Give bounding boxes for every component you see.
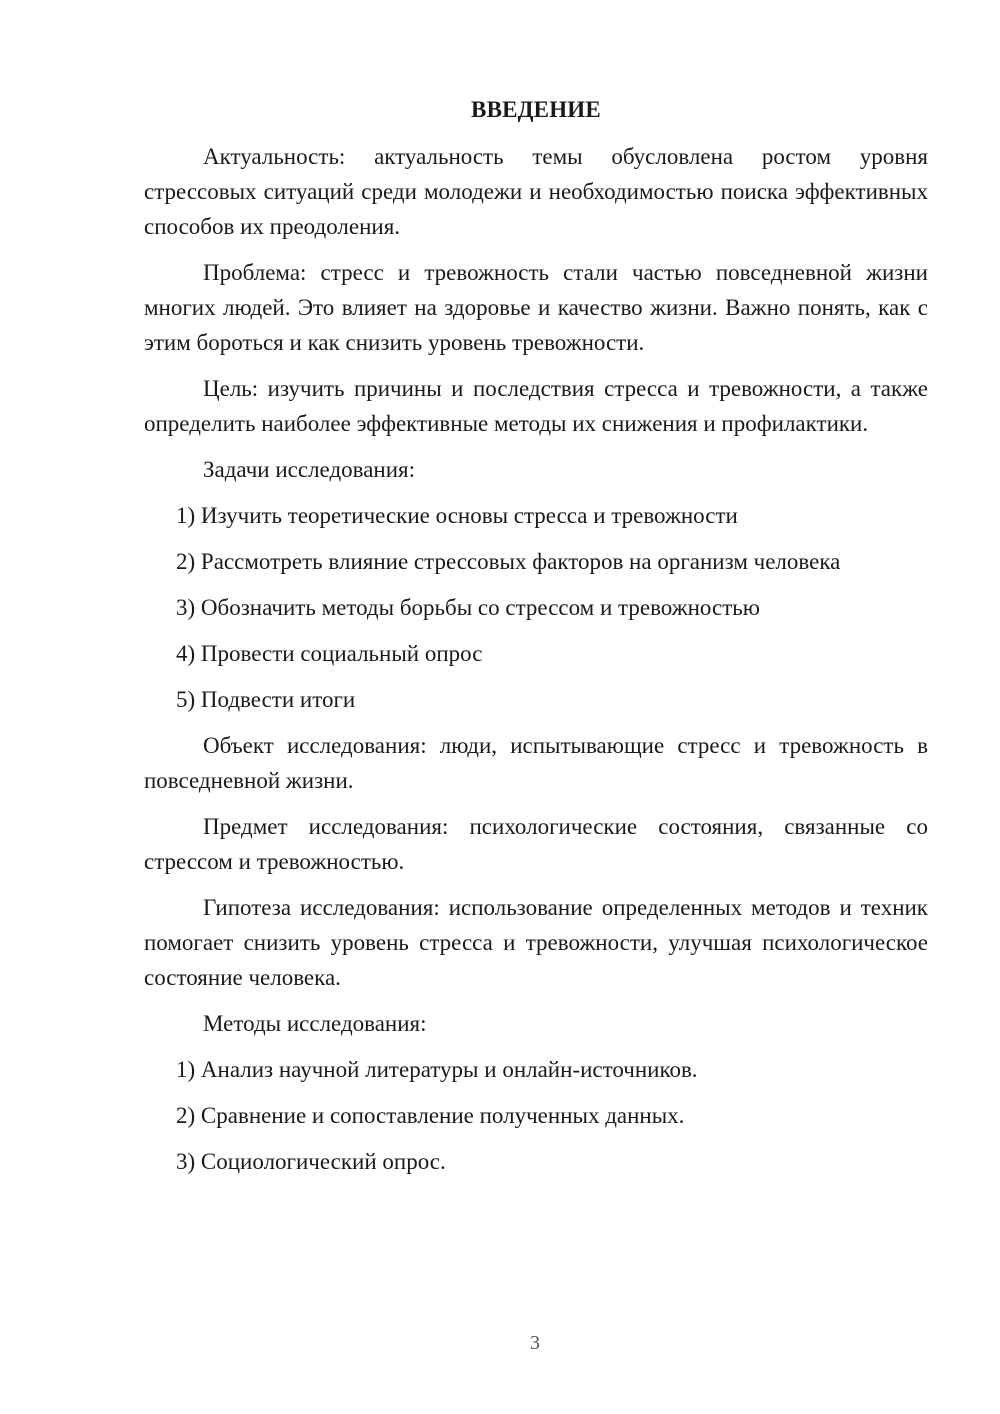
tasks-title: Задачи исследования: [203,457,416,482]
goal-paragraph: Цель: изучить причины и последствия стресса и тревожности, а также определить наиболее эффективные методы их снижения и профилактики. [144,376,928,436]
methods-title: Методы исследования: [203,1011,427,1036]
method-item: 3) Социологический опрос. [176,1149,446,1174]
task-item: 3) Обозначить методы борьбы со стрессом и тревожностью [176,595,760,620]
task-item: 1) Изучить теоретические основы стресса и тревожности [176,503,738,528]
section-heading: ВВЕДЕНИЕ [471,97,601,122]
subject-paragraph: Предмет исследования: психологические состояния, связанные со стрессом и тревожностью. [144,814,928,874]
page-number: 3 [530,1332,540,1354]
relevance-paragraph: Актуальность: актуальность темы обусловлена ростом уровня стрессовых ситуаций среди молодежи и необходимостью поиска эффективных способов их преодоления. [144,144,928,239]
hypothesis-paragraph: Гипотеза исследования: использование определенных методов и техник помогает снизить уровень стресса и тревожности, улучшая психологическое состояние человека. [144,895,928,990]
task-item: 5) Подвести итоги [176,687,356,712]
method-item: 1) Анализ научной литературы и онлайн-источников. [176,1057,698,1082]
page-content [144,94,928,1190]
method-item: 2) Сравнение и сопоставление полученных данных. [176,1103,685,1128]
task-item: 2) Рассмотреть влияние стрессовых факторов на организм человека [176,549,841,574]
task-item: 4) Провести социальный опрос [176,641,483,666]
object-paragraph: Объект исследования: люди, испытывающие стресс и тревожность в повседневной жизни. [144,733,928,793]
problem-paragraph: Проблема: стресс и тревожность стали частью повседневной жизни многих людей. Это влияет на здоровье и качество жизни. Важно понять, как с этим бороться и как снизить уровень тревожности. [144,260,928,355]
